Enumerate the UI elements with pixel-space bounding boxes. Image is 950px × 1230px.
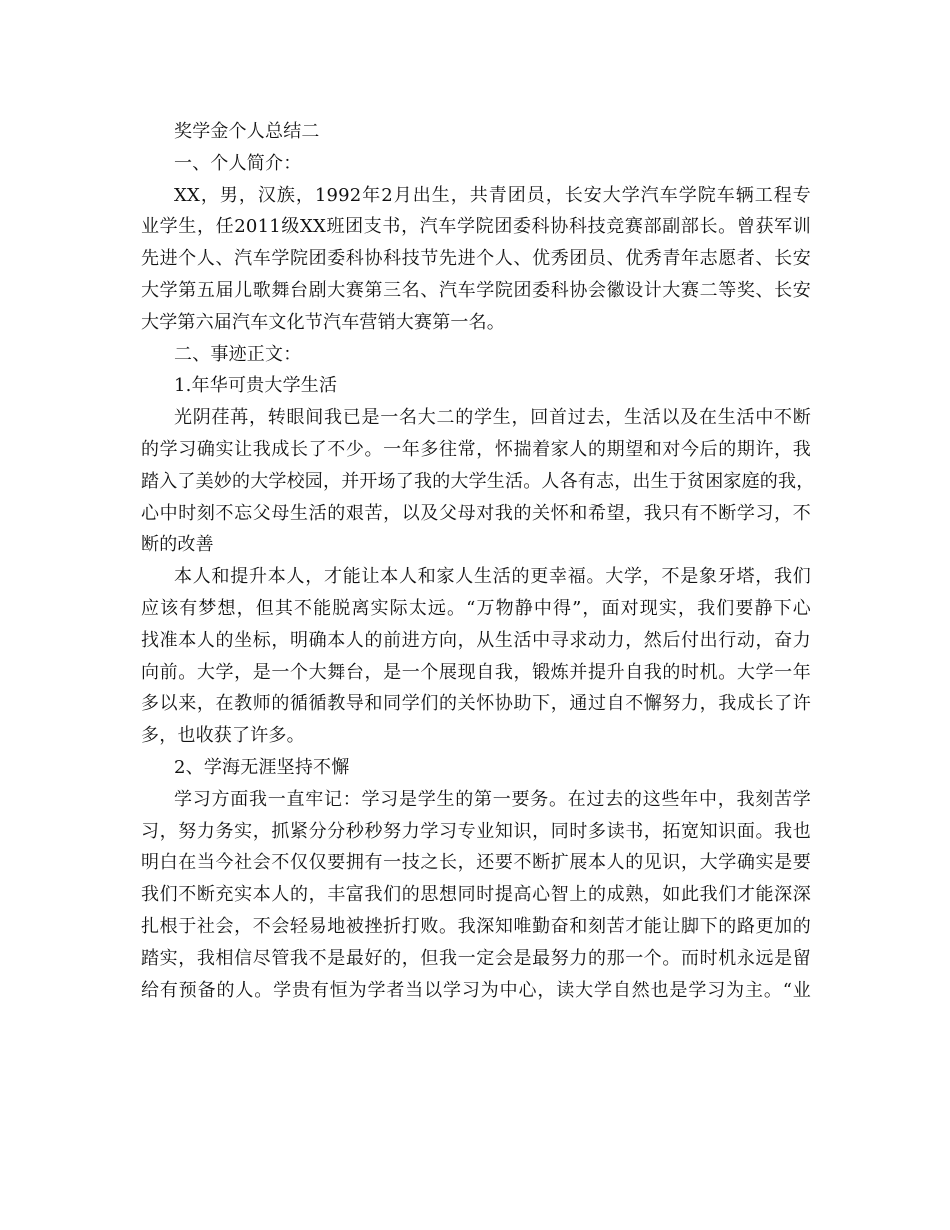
document-title: 奖学金个人总结二 xyxy=(174,121,320,142)
paragraph-line: 踏实，我相信尽管我不是最好的，但我一定会是最努力的那一个。而时机永远是留 xyxy=(141,947,811,969)
paragraph-line: 光阴荏苒，转眼间我已是一名大二的学生，回首过去，生活以及在生活中不断 xyxy=(174,407,811,429)
paragraph-line: 的学习确实让我成长了不少。一年多往常，怀揣着家人的期望和对今后的期许，我 xyxy=(141,438,811,460)
paragraph-line: 习，努力务实，抓紧分分秒秒努力学习专业知识，同时多读书，拓宽知识面。我也 xyxy=(141,820,811,842)
section-heading-body: 二、事迹正文： xyxy=(174,343,302,365)
paragraph-line: 扎根于社会，不会轻易地被挫折打败。我深知唯勤奋和刻苦才能让脚下的路更加的 xyxy=(141,915,811,937)
subheading-college-life: 1.年华可贵大学生活 xyxy=(174,375,338,397)
paragraph-line: 断的改善 xyxy=(141,534,214,556)
paragraph-line: 大学第五届儿歌舞台剧大赛第三名、汽车学院团委科协会徽设计大赛二等奖、长安 xyxy=(141,279,811,301)
subheading-study: 2、学海无涯坚持不懈 xyxy=(174,756,350,778)
paragraph-line: 心中时刻不忘父母生活的艰苦，以及父母对我的关怀和希望，我只有不断学习，不 xyxy=(141,502,811,524)
document-body xyxy=(141,116,815,1006)
section-heading-intro: 一、个人简介： xyxy=(174,152,302,174)
paragraph-line: 踏入了美妙的大学校园，并开场了我的大学生活。人各有志，出生于贫困家庭的我， xyxy=(141,470,815,492)
paragraph-line: 多，也收获了许多。 xyxy=(141,725,305,747)
paragraph-line: 我们不断充实本人的，丰富我们的思想同时提高心智上的成熟，如此我们才能深深 xyxy=(141,884,811,906)
paragraph-line: XX，男，汉族，1992年2月出生，共青团员，长安大学汽车学院车辆工程专 xyxy=(174,184,811,206)
paragraph-line: 先进个人、汽车学院团委科协科技节先进个人、优秀团员、优秀青年志愿者、长安 xyxy=(141,248,811,270)
paragraph-line: 给有预备的人。学贵有恒为学者当以学习为中心，读大学自然也是学习为主。“业 xyxy=(141,979,811,1001)
paragraph-line: 业学生，任2011级XX班团支书，汽车学院团委科协科技竞赛部副部长。曾获军训 xyxy=(141,216,811,238)
paragraph-line: 多以来，在教师的循循教导和同学们的关怀协助下，通过自不懈努力，我成长了许 xyxy=(141,693,811,715)
paragraph-line: 大学第六届汽车文化节汽车营销大赛第一名。 xyxy=(141,311,505,333)
paragraph-line: 向前。大学，是一个大舞台，是一个展现自我，锻炼并提升自我的时机。大学一年 xyxy=(141,661,811,683)
paragraph-line: 学习方面我一直牢记：学习是学生的第一要务。在过去的这些年中，我刻苦学 xyxy=(174,788,811,810)
paragraph-line: 明白在当今社会不仅仅要拥有一技之长，还要不断扩展本人的见识，大学确实是要 xyxy=(141,852,811,874)
paragraph-line: 本人和提升本人，才能让本人和家人生活的更幸福。大学，不是象牙塔，我们 xyxy=(174,566,811,588)
paragraph-line: 找准本人的坐标，明确本人的前进方向，从生活中寻求动力，然后付出行动，奋力 xyxy=(141,629,811,651)
paragraph-line: 应该有梦想，但其不能脱离实际太远。“万物静中得”，面对现实，我们要静下心 xyxy=(141,597,811,619)
